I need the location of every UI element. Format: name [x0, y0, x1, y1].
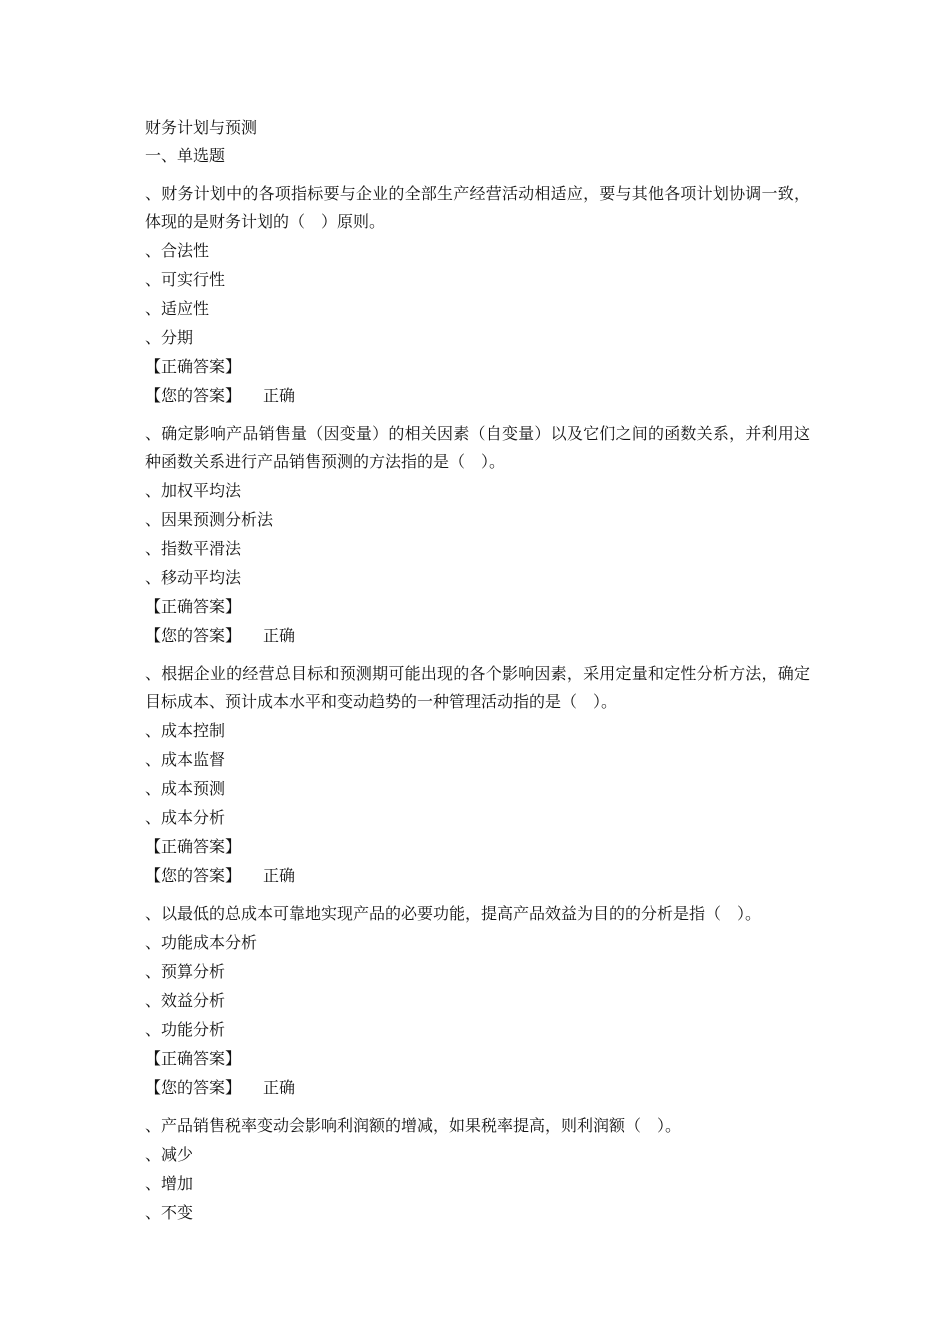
your-answer-line: [145, 861, 810, 890]
document-page: [145, 114, 810, 1227]
option-c: 、适应性: [145, 299, 210, 318]
question-text: 、产品销售税率变动会影响利润额的增减，如果税率提高，则利润额（ ）。: [145, 1116, 682, 1135]
your-answer-value: 正确: [263, 1078, 296, 1097]
option-d: 、分期: [145, 328, 194, 347]
correct-answer-label: 【正确答案】: [145, 1049, 242, 1068]
option-a: 、减少: [145, 1145, 194, 1164]
option-d: 、移动平均法: [145, 568, 242, 587]
option-a: 、合法性: [145, 241, 210, 260]
option-d: 、成本分析: [145, 808, 226, 827]
option-b: 、预算分析: [145, 962, 226, 981]
correct-answer-line: [145, 592, 810, 621]
your-answer-value: 正确: [263, 386, 296, 405]
correct-answer-line: [145, 832, 810, 861]
your-answer-label: 【您的答案】: [145, 626, 242, 645]
option-c: 、不变: [145, 1203, 194, 1222]
your-answer-label: 【您的答案】: [145, 866, 242, 885]
section-title: 一、单选题: [145, 146, 226, 165]
question-2: [145, 420, 810, 650]
option-b: 、成本监督: [145, 750, 226, 769]
document-title: 财务计划与预测: [145, 118, 258, 137]
option-c: 、指数平滑法: [145, 539, 242, 558]
option-b: 、因果预测分析法: [145, 510, 274, 529]
option-c: 、成本预测: [145, 779, 226, 798]
your-answer-line: [145, 1073, 810, 1102]
option-b: 、增加: [145, 1174, 194, 1193]
option-b: 、可实行性: [145, 270, 226, 289]
option-c: 、效益分析: [145, 991, 226, 1010]
question-text: 、确定影响产品销售量（因变量）的相关因素（自变量）以及它们之间的函数关系，并利用这种函数关系进行产品销售预测的方法指的是（ ）。: [145, 424, 810, 471]
correct-answer-label: 【正确答案】: [145, 837, 242, 856]
your-answer-label: 【您的答案】: [145, 386, 242, 405]
question-text: 、根据企业的经营总目标和预测期可能出现的各个影响因素，采用定量和定性分析方法，确定目标成本、预计成本水平和变动趋势的一种管理活动指的是（ ）。: [145, 664, 810, 711]
your-answer-label: 【您的答案】: [145, 1078, 242, 1097]
your-answer-value: 正确: [263, 626, 296, 645]
question-text: 、以最低的总成本可靠地实现产品的必要功能，提高产品效益为目的的分析是指（ ）。: [145, 904, 762, 923]
question-5: [145, 1112, 810, 1227]
correct-answer-label: 【正确答案】: [145, 357, 242, 376]
question-1: [145, 180, 810, 410]
question-3: [145, 660, 810, 890]
your-answer-line: [145, 381, 810, 410]
correct-answer-line: [145, 352, 810, 381]
option-d: 、功能分析: [145, 1020, 226, 1039]
your-answer-line: [145, 621, 810, 650]
question-text: 、财务计划中的各项指标要与企业的全部生产经营活动相适应，要与其他各项计划协调一致，体现的是财务计划的（ ）原则。: [145, 184, 810, 231]
option-a: 、功能成本分析: [145, 933, 258, 952]
question-4: [145, 900, 810, 1102]
your-answer-value: 正确: [263, 866, 296, 885]
correct-answer-label: 【正确答案】: [145, 597, 242, 616]
correct-answer-line: [145, 1044, 810, 1073]
option-a: 、成本控制: [145, 721, 226, 740]
option-a: 、加权平均法: [145, 481, 242, 500]
